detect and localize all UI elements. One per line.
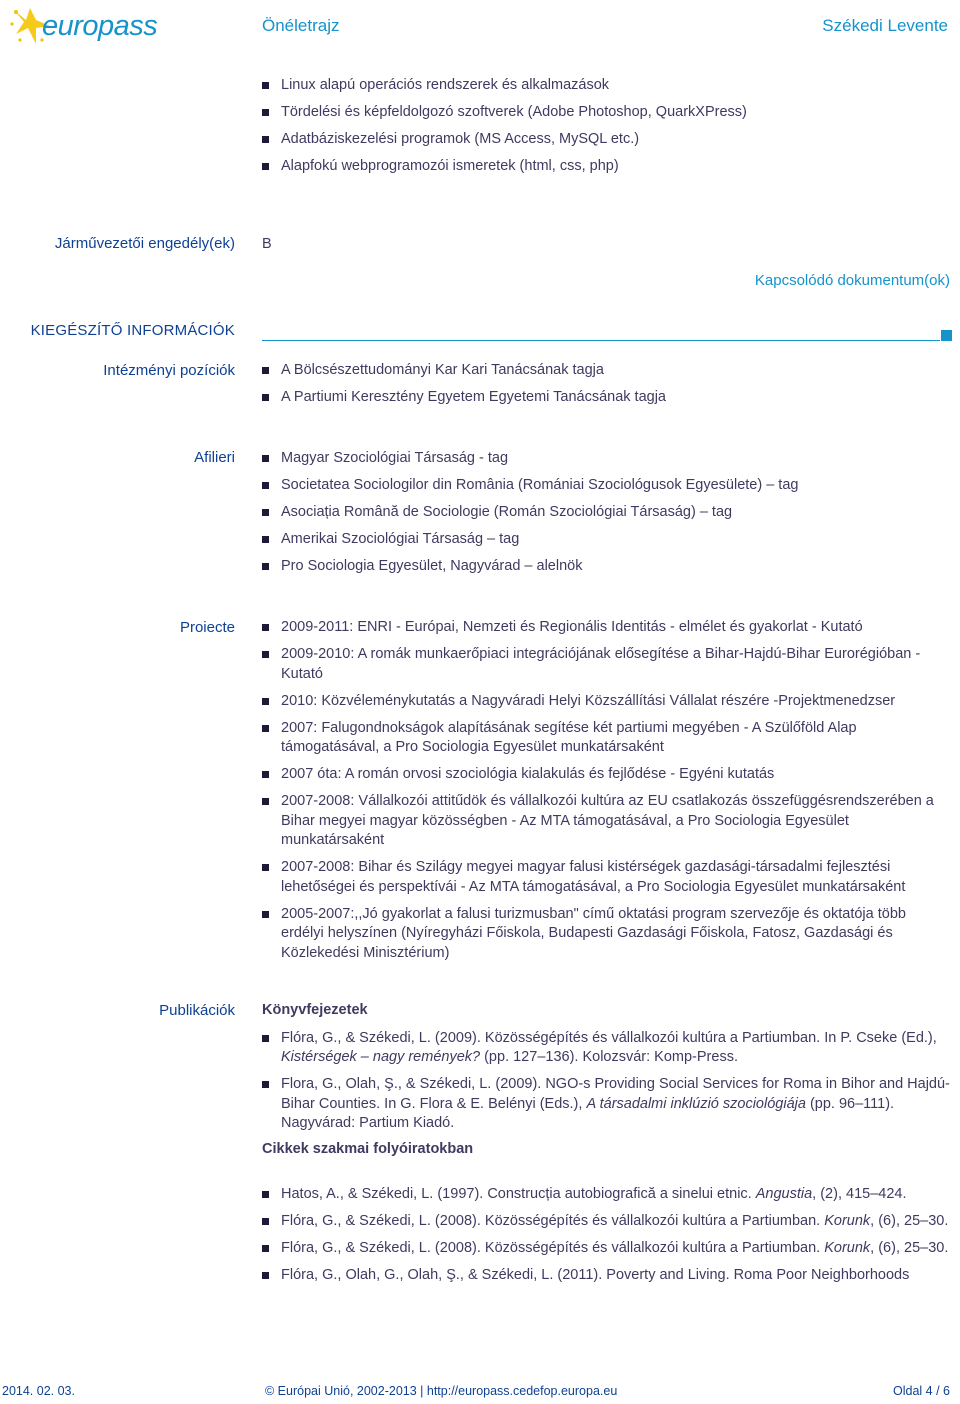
- bullet-square-icon: [262, 82, 269, 89]
- positions-list: [262, 361, 952, 408]
- bullet-square-icon: [262, 482, 269, 489]
- bullet-square-icon: [262, 911, 269, 918]
- section-marker-icon: [941, 330, 952, 341]
- footer-page-number: Oldal 4 / 6: [893, 1384, 950, 1398]
- projects-label: Proiecte: [179, 619, 235, 636]
- list-item: Flora, G., Olah, Ş., & Székedi, L. (2009). NGO-s Providing Social Services for Roma in Bihor and Hajdú-Bihar Counties. In G. Flora & E. Belényi (Eds.), A társadalmi inklúzió szociológiája (pp. 96–111). Nagyvárad: Partium Kiadó.: [262, 1075, 952, 1134]
- bullet-square-icon: [262, 163, 269, 170]
- list-item: Amerikai Szociológiai Társaság – tag: [262, 530, 952, 550]
- list-item: 2007: Falugondnokságok alapításának segítése két partiumi megyében - A Szülőföld Alap támogatásával, a Pro Sociologia Egyesület munkatársaként: [262, 719, 952, 758]
- list-item: 2009-2011: ENRI - Európai, Nemzeti és Regionális Identitás - elmélet és gyakorlat - Kutató: [262, 618, 952, 638]
- bullet-square-icon: [262, 864, 269, 871]
- bullet-square-icon: [262, 1035, 269, 1042]
- publications-label: Publikációk: [159, 1002, 235, 1019]
- book-chapters-list: [262, 1029, 952, 1134]
- book-chapters-heading: Könyvfejezetek: [262, 1002, 368, 1018]
- positions-section: [262, 361, 952, 408]
- list-item: A Partiumi Keresztény Egyetem Egyetemi Tanácsának tagja: [262, 388, 952, 408]
- bullet-square-icon: [262, 1218, 269, 1225]
- list-item: A Bölcsészettudományi Kar Kari Tanácsának tagja: [262, 361, 952, 381]
- it-skills-list: [262, 76, 952, 177]
- logo-wordmark: europass: [42, 10, 158, 42]
- list-item: 2010: Közvéleménykutatás a Nagyváradi Helyi Közszállítási Vállalat részére -Projektmenedzser: [262, 692, 952, 712]
- list-item: Linux alapú operációs rendszerek és alkalmazások: [262, 76, 952, 96]
- positions-label: Intézményi pozíciók: [103, 362, 235, 379]
- list-item: Societatea Sociologilor din România (Romániai Szociológusok Egyesülete) – tag: [262, 476, 952, 496]
- page-footer: [0, 1384, 960, 1400]
- bullet-square-icon: [262, 1081, 269, 1088]
- bullet-square-icon: [262, 1272, 269, 1279]
- bullet-square-icon: [262, 563, 269, 570]
- bullet-square-icon: [262, 725, 269, 732]
- bullet-square-icon: [262, 394, 269, 401]
- page-header: [0, 0, 960, 52]
- list-item: Adatbáziskezelési programok (MS Access, MySQL etc.): [262, 130, 952, 150]
- bullet-square-icon: [262, 109, 269, 116]
- projects-section: [262, 618, 952, 963]
- document-title: Önéletrajz: [262, 16, 340, 35]
- list-item: Magyar Szociológiai Társaság - tag: [262, 449, 952, 469]
- list-item: Pro Sociologia Egyesület, Nagyvárad – alelnök: [262, 557, 952, 577]
- driving-licence-label: Járművezetői engedély(ek): [54, 235, 235, 252]
- list-item: Hatos, A., & Székedi, L. (1997). Construcția autobiografică a sinelui etnic. Angustia, (2), 415–424.: [262, 1185, 952, 1205]
- list-item: Asociația Română de Sociologie (Román Szociológiai Társaság) – tag: [262, 503, 952, 523]
- driving-licence-value: B: [262, 236, 272, 252]
- list-item: Flóra, G., & Székedi, L. (2008). Közösségépítés és vállalkozói kultúra a Partiumban. Korunk, (6), 25–30.: [262, 1212, 952, 1232]
- bullet-square-icon: [262, 698, 269, 705]
- affiliations-label: Afilieri: [194, 449, 235, 466]
- bullet-square-icon: [262, 536, 269, 543]
- articles-heading: Cikkek szakmai folyóiratokban: [262, 1140, 474, 1157]
- footer-copyright-link[interactable]: © Európai Unió, 2002-2013 | http://europass.cedefop.europa.eu: [265, 1384, 618, 1398]
- list-item: 2009-2010: A romák munkaerőpiaci integrációjának elősegítése a Bihar-Hajdú-Bihar Eurorégióban - Kutató: [262, 645, 952, 684]
- section-divider: [262, 340, 940, 341]
- bullet-square-icon: [262, 1191, 269, 1198]
- list-item: 2007-2008: Bihar és Szilágy megyei magyar falusi kistérségek gazdasági-társadalmi fejlesztési lehetőségei és perspektívái - Az MTA támogatásával, a Pro Sociologia Egyesület munkatársaként: [262, 858, 952, 897]
- europass-logo: [6, 4, 156, 48]
- list-item: 2005-2007:,,Jó gyakorlat a falusi turizmusban" című oktatási program szervezője és oktatója több erdélyi helyszínen (Nyíregyházi Főiskola, Budapesti Gazdasági Főiskola, Fatosz, Gazdasági és Közlekedési Minisztérium): [262, 905, 952, 964]
- bullet-square-icon: [262, 798, 269, 805]
- list-item: Tördelési és képfeldolgozó szoftverek (Adobe Photoshop, QuarkXPress): [262, 103, 952, 123]
- list-item: 2007-2008: Vállalkozói attitűdök és vállalkozói kultúra az EU csatlakozás összefüggésrendszerében a Bihar megyei magyar közösségben - Az MTA támogatásával, a Pro Sociologia Egyesület munkatársaként: [262, 792, 952, 851]
- bullet-square-icon: [262, 1245, 269, 1252]
- list-item: 2007 óta: A román orvosi szociológia kialakulás és fejlődése - Egyéni kutatás: [262, 765, 952, 785]
- affiliations-section: [262, 449, 952, 577]
- footer-date: 2014. 02. 03.: [2, 1384, 75, 1398]
- bullet-square-icon: [262, 136, 269, 143]
- publications-section: [262, 1001, 952, 1286]
- additional-info-heading: KIEGÉSZÍTŐ INFORMÁCIÓK: [30, 322, 235, 339]
- bullet-square-icon: [262, 651, 269, 658]
- bullet-square-icon: [262, 367, 269, 374]
- list-item: Flóra, G., & Székedi, L. (2008). Közösségépítés és vállalkozói kultúra a Partiumban. Korunk, (6), 25–30.: [262, 1239, 952, 1259]
- bullet-square-icon: [262, 771, 269, 778]
- list-item: Flóra, G., Olah, G., Olah, Ş., & Székedi, L. (2011). Poverty and Living. Roma Poor Neighborhoods: [262, 1266, 952, 1286]
- articles-list: [262, 1185, 952, 1286]
- bullet-square-icon: [262, 624, 269, 631]
- it-skills-section: [262, 76, 952, 177]
- list-item: Flóra, G., & Székedi, L. (2009). Közösségépítés és vállalkozói kultúra a Partiumban. In P. Cseke (Ed.), Kistérségek – nagy remények? (pp. 127–136). Kolozsvár: Komp-Press.: [262, 1029, 952, 1068]
- related-documents-link[interactable]: Kapcsolódó dokumentum(ok): [754, 272, 950, 289]
- affiliations-list: [262, 449, 952, 577]
- person-name: Székedi Levente: [822, 16, 948, 35]
- list-item: Alapfokú webprogramozói ismeretek (html, css, php): [262, 157, 952, 177]
- bullet-square-icon: [262, 455, 269, 462]
- bullet-square-icon: [262, 509, 269, 516]
- projects-list: [262, 618, 952, 963]
